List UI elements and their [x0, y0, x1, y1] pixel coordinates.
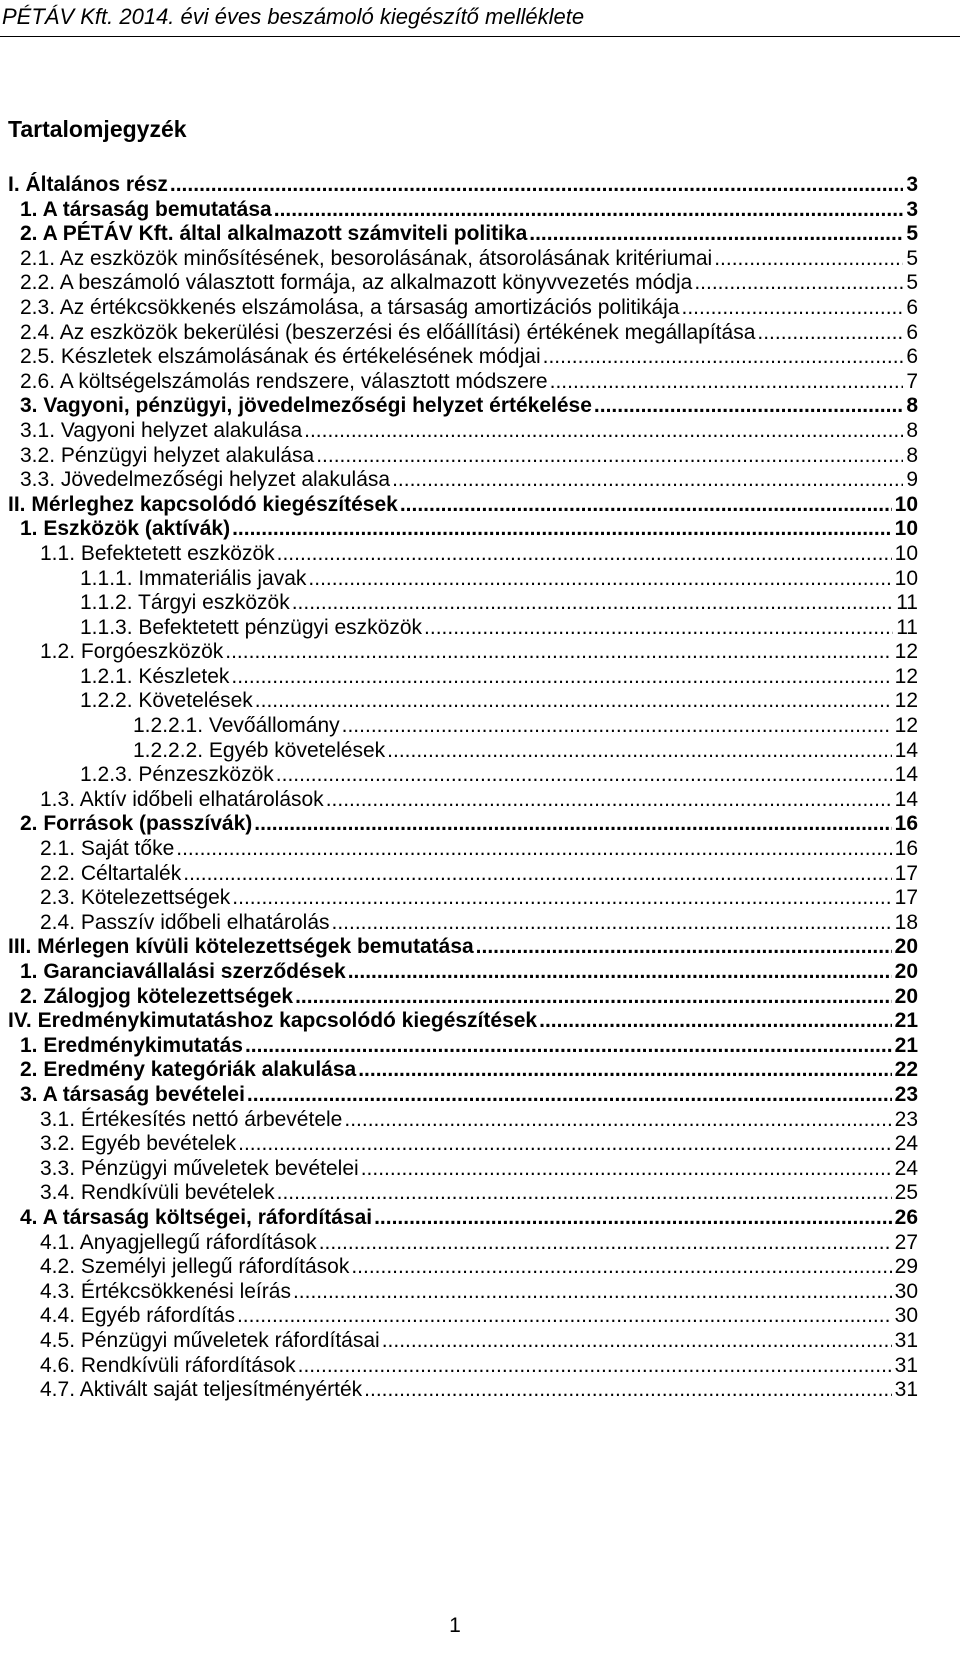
toc-entry-page: 6 — [906, 295, 918, 319]
toc-entry-title: 1.2.2.1. Vevőállomány — [133, 714, 340, 738]
toc-entry-title: 2. A PÉTÁV Kft. által alkalmazott számviteli politika — [20, 222, 528, 246]
toc-dot-leader — [344, 1108, 891, 1133]
toc-entry-title: 2.2. A beszámoló választott formája, az alkalmazott könyvvezetés módja — [20, 271, 693, 295]
toc-entry[interactable] — [8, 370, 918, 395]
toc-entry-page: 12 — [894, 664, 918, 688]
toc-entry-page: 30 — [894, 1279, 918, 1303]
toc-entry-page: 14 — [894, 763, 918, 787]
toc-dot-leader — [361, 1157, 892, 1182]
toc-entry-page: 31 — [894, 1378, 918, 1402]
toc-entry-page: 12 — [894, 689, 918, 713]
toc-dot-leader — [424, 616, 893, 641]
toc-entry-page: 8 — [906, 394, 918, 418]
toc-entry-title: 3.4. Rendkívüli bevételek — [40, 1181, 275, 1205]
toc-dot-leader — [364, 1378, 891, 1403]
toc-entry-page: 18 — [894, 910, 918, 934]
toc-entry-page: 24 — [894, 1156, 918, 1180]
toc-entry-title: 1.2.3. Pénzeszközök — [80, 763, 274, 787]
toc-entry-page: 12 — [894, 714, 918, 738]
toc-entry[interactable] — [8, 198, 918, 223]
toc-dot-leader — [232, 517, 892, 542]
toc-dot-leader — [295, 985, 892, 1010]
toc-entry[interactable] — [8, 985, 918, 1010]
toc-entry-title: 2. Források (passzívák) — [20, 812, 253, 836]
toc-entry[interactable] — [8, 419, 918, 444]
toc-dot-leader — [694, 271, 903, 296]
toc-entry-page: 6 — [906, 320, 918, 344]
toc-entry-page: 10 — [894, 541, 918, 565]
toc-entry-page: 8 — [906, 443, 918, 467]
toc-dot-leader — [183, 862, 891, 887]
toc-entry-page: 24 — [894, 1132, 918, 1156]
toc-entry-title: 1.2.2.2. Egyéb követelések — [133, 738, 386, 762]
toc-dot-leader — [714, 247, 903, 272]
toc-entry-title: 2.5. Készletek elszámolásának és értékelésének módjai — [20, 345, 541, 369]
toc-entry-page: 10 — [894, 517, 918, 541]
toc-dot-leader — [326, 788, 892, 813]
toc-entry[interactable] — [8, 911, 918, 936]
toc-entry-title: 3. A társaság bevételei — [20, 1082, 245, 1106]
toc-heading: Tartalomjegyzék — [8, 116, 187, 142]
toc-entry-page: 31 — [894, 1328, 918, 1352]
toc-entry-page: 7 — [906, 369, 918, 393]
toc-entry[interactable] — [8, 1378, 918, 1403]
toc-entry-page: 5 — [906, 246, 918, 270]
toc-entry-page: 5 — [906, 271, 918, 295]
toc-entry-page: 14 — [894, 787, 918, 811]
toc-entry-page: 8 — [906, 418, 918, 442]
toc-entry-page: 27 — [894, 1230, 918, 1254]
toc-entry[interactable] — [8, 714, 918, 739]
toc-entry[interactable] — [8, 689, 918, 714]
toc-dot-leader — [342, 714, 892, 739]
toc-entry[interactable] — [8, 468, 918, 493]
toc-entry-page: 26 — [894, 1205, 918, 1229]
header-divider — [0, 36, 960, 37]
toc-entry[interactable] — [8, 1083, 918, 1108]
toc-entry-page: 29 — [894, 1255, 918, 1279]
toc-entry[interactable] — [8, 862, 918, 887]
toc-dot-leader — [358, 1058, 891, 1083]
toc-dot-leader — [254, 812, 891, 837]
toc-entry-page: 23 — [894, 1082, 918, 1106]
toc-entry[interactable] — [8, 1181, 918, 1206]
toc-entry-title: 2.1. Az eszközök minősítésének, besorolásának, átsorolásának kritériumai — [20, 246, 713, 270]
toc-entry-title: 1.1.1. Immateriális javak — [80, 566, 307, 590]
toc-dot-leader — [476, 935, 892, 960]
toc-entry-title: II. Mérleghez kapcsolódó kiegészítések — [8, 492, 398, 516]
toc-entry[interactable] — [8, 788, 918, 813]
toc-entry-title: 2.4. Passzív időbeli elhatárolás — [40, 910, 330, 934]
toc-entry-page: 9 — [906, 468, 918, 492]
toc-entry-page: 16 — [894, 837, 918, 861]
toc-entry-page: 6 — [906, 345, 918, 369]
toc-entry[interactable] — [8, 296, 918, 321]
toc-entry-title: 1.1. Befektetett eszközök — [40, 541, 275, 565]
toc-dot-leader — [308, 567, 891, 592]
toc-entry-title: 2.6. A költségelszámolás rendszere, választott módszere — [20, 369, 548, 393]
toc-dot-leader — [550, 370, 904, 395]
toc-dot-leader — [681, 296, 903, 321]
toc-entry[interactable] — [8, 173, 918, 198]
toc-entry-title: 1. Garanciavállalási szerződések — [20, 960, 346, 983]
toc-entry[interactable] — [8, 247, 918, 272]
toc-dot-leader — [539, 1009, 892, 1034]
toc-entry-title: 3.1. Vagyoni helyzet alakulása — [20, 418, 303, 442]
toc-entry[interactable] — [8, 616, 918, 641]
toc-entry-page: 3 — [906, 173, 918, 196]
toc-entry-page: 21 — [894, 1009, 918, 1033]
toc-entry[interactable] — [8, 763, 918, 788]
toc-entry[interactable] — [8, 394, 918, 419]
toc-dot-leader — [392, 468, 903, 493]
toc-dot-leader — [319, 1231, 892, 1256]
toc-entry-page: 21 — [894, 1033, 918, 1057]
toc-entry[interactable] — [8, 935, 918, 960]
toc-entry[interactable] — [8, 1354, 918, 1379]
toc-entry[interactable] — [8, 1255, 918, 1280]
toc-entry[interactable] — [8, 271, 918, 296]
toc-entry-title: 3.1. Értékesítés nettó árbevétele — [40, 1107, 343, 1131]
toc-dot-leader — [594, 394, 903, 419]
toc-entry[interactable] — [8, 1058, 918, 1083]
toc-entry-page: 3 — [906, 197, 918, 221]
toc-dot-leader — [374, 1206, 892, 1231]
toc-dot-leader — [245, 1034, 892, 1059]
toc-entry[interactable] — [8, 1206, 918, 1231]
toc-dot-leader — [255, 689, 892, 714]
toc-dot-leader — [276, 763, 892, 788]
toc-entry-title: 1.2. Forgóeszközök — [40, 640, 224, 664]
toc-entry[interactable] — [8, 1304, 918, 1329]
toc-entry-title: 4.5. Pénzügyi műveletek ráfordításai — [40, 1328, 380, 1352]
toc-entry-page: 12 — [894, 640, 918, 664]
toc-entry-title: 2. Zálogjog kötelezettségek — [20, 984, 294, 1008]
toc-dot-leader — [348, 960, 892, 985]
toc-entry-page: 16 — [894, 812, 918, 836]
toc-dot-leader — [247, 1083, 892, 1108]
toc-entry-title: III. Mérlegen kívüli kötelezettségek bemutatása — [8, 935, 474, 959]
toc-entry-title: 2.3. Az értékcsökkenés elszámolása, a társaság amortizációs politikája — [20, 295, 680, 319]
toc-entry[interactable] — [8, 1034, 918, 1059]
toc-entry-title: 1. Eredménykimutatás — [20, 1033, 243, 1057]
toc-entry-page: 22 — [894, 1058, 918, 1082]
toc-entry-title: 3.2. Pénzügyi helyzet alakulása — [20, 443, 315, 467]
toc-dot-leader — [304, 419, 903, 444]
toc-entry[interactable] — [8, 517, 918, 542]
toc-entry[interactable] — [8, 1329, 918, 1354]
toc-entry-title: 3.2. Egyéb bevételek — [40, 1132, 237, 1156]
toc-dot-leader — [316, 444, 903, 469]
toc-entry-page: 17 — [894, 861, 918, 885]
toc-entry-page: 10 — [894, 566, 918, 590]
toc-entry-title: 4.7. Aktivált saját teljesítményérték — [40, 1378, 363, 1402]
toc-entry[interactable] — [8, 812, 918, 837]
toc-entry-page: 20 — [894, 935, 918, 959]
toc-dot-leader — [351, 1255, 891, 1280]
toc-entry-title: 3.3. Jövedelmezőségi helyzet alakulása — [20, 468, 391, 492]
toc-entry-page: 10 — [894, 492, 918, 516]
table-of-contents — [8, 173, 918, 1403]
toc-entry-page: 11 — [896, 591, 918, 615]
toc-entry-page: 20 — [894, 960, 918, 983]
toc-entry-page: 5 — [906, 222, 918, 246]
toc-entry[interactable] — [8, 1157, 918, 1182]
toc-entry-title: 1.2.1. Készletek — [80, 664, 230, 688]
toc-entry-title: I. Általános rész — [8, 173, 168, 196]
toc-dot-leader — [332, 911, 892, 936]
toc-dot-leader — [543, 345, 904, 370]
toc-dot-leader — [176, 837, 891, 862]
toc-dot-leader — [400, 493, 892, 518]
toc-entry-title: 4.2. Személyi jellegű ráfordítások — [40, 1255, 350, 1279]
toc-entry-title: IV. Eredménykimutatáshoz kapcsolódó kiegészítések — [8, 1009, 538, 1033]
toc-entry[interactable] — [8, 345, 918, 370]
toc-entry[interactable] — [8, 493, 918, 518]
toc-entry[interactable] — [8, 1132, 918, 1157]
toc-entry-title: 4.3. Értékcsökkenési leírás — [40, 1279, 291, 1303]
toc-dot-leader — [387, 739, 891, 764]
toc-entry[interactable] — [8, 591, 918, 616]
toc-entry-title: 4.6. Rendkívüli ráfordítások — [40, 1353, 296, 1377]
toc-entry-title: 4.1. Anyagjellegű ráfordítások — [40, 1230, 317, 1254]
toc-dot-leader — [225, 640, 891, 665]
toc-entry-title: 4. A társaság költségei, ráfordításai — [20, 1205, 373, 1229]
toc-dot-leader — [757, 321, 903, 346]
toc-entry-title: 4.4. Egyéb ráfordítás — [40, 1304, 235, 1328]
toc-entry-title: 1.1.2. Tárgyi eszközök — [80, 591, 290, 615]
toc-dot-leader — [529, 222, 903, 247]
toc-entry-title: 1.1.3. Befektetett pénzügyi eszközök — [80, 615, 423, 639]
toc-dot-leader — [293, 1280, 892, 1305]
toc-entry-page: 23 — [894, 1107, 918, 1131]
toc-dot-leader — [292, 591, 893, 616]
toc-dot-leader — [237, 1304, 892, 1329]
toc-entry-page: 14 — [894, 738, 918, 762]
toc-entry-title: 3.3. Pénzügyi műveletek bevételei — [40, 1156, 359, 1180]
page-number: 1 — [449, 1614, 461, 1637]
toc-dot-leader — [274, 198, 904, 223]
toc-dot-leader — [170, 173, 903, 198]
toc-entry-title: 2.1. Saját tőke — [40, 837, 175, 861]
toc-entry[interactable] — [8, 542, 918, 567]
toc-dot-leader — [277, 1181, 892, 1206]
toc-dot-leader — [238, 1132, 892, 1157]
toc-entry-title: 2. Eredmény kategóriák alakulása — [20, 1058, 357, 1082]
toc-entry[interactable] — [8, 886, 918, 911]
toc-entry[interactable] — [8, 640, 918, 665]
toc-entry-title: 2.4. Az eszközök bekerülési (beszerzési és előállítási) értékének megállapítása — [20, 320, 756, 344]
toc-dot-leader — [232, 886, 891, 911]
document-header: PÉTÁV Kft. 2014. évi éves beszámoló kiegészítő melléklete — [2, 4, 585, 29]
toc-entry-page: 30 — [894, 1304, 918, 1328]
toc-entry[interactable] — [8, 1009, 918, 1034]
toc-entry[interactable] — [8, 567, 918, 592]
toc-entry-title: 1. A társaság bemutatása — [20, 197, 272, 221]
toc-dot-leader — [382, 1329, 892, 1354]
toc-entry-page: 11 — [896, 615, 918, 639]
toc-entry[interactable] — [8, 665, 918, 690]
toc-entry-page: 31 — [894, 1353, 918, 1377]
toc-entry-title: 1.2.2. Követelések — [80, 689, 253, 713]
toc-entry[interactable] — [8, 837, 918, 862]
toc-entry-title: 2.2. Céltartalék — [40, 861, 182, 885]
toc-entry[interactable] — [8, 1108, 918, 1133]
toc-entry[interactable] — [8, 960, 918, 985]
toc-entry-page: 17 — [894, 886, 918, 910]
toc-entry[interactable] — [8, 1231, 918, 1256]
toc-entry[interactable] — [8, 739, 918, 764]
toc-entry-title: 3. Vagyoni, pénzügyi, jövedelmezőségi helyzet értékelése — [20, 394, 592, 418]
toc-entry[interactable] — [8, 1280, 918, 1305]
toc-entry[interactable] — [8, 222, 918, 247]
toc-entry[interactable] — [8, 321, 918, 346]
toc-dot-leader — [231, 665, 891, 690]
toc-entry-title: 1. Eszközök (aktívák) — [20, 517, 231, 541]
toc-entry-page: 20 — [894, 984, 918, 1008]
toc-dot-leader — [298, 1354, 892, 1379]
toc-entry-page: 25 — [894, 1181, 918, 1205]
toc-entry-title: 2.3. Kötelezettségek — [40, 886, 231, 910]
toc-entry-title: 1.3. Aktív időbeli elhatárolások — [40, 787, 324, 811]
toc-entry[interactable] — [8, 444, 918, 469]
toc-dot-leader — [277, 542, 892, 567]
